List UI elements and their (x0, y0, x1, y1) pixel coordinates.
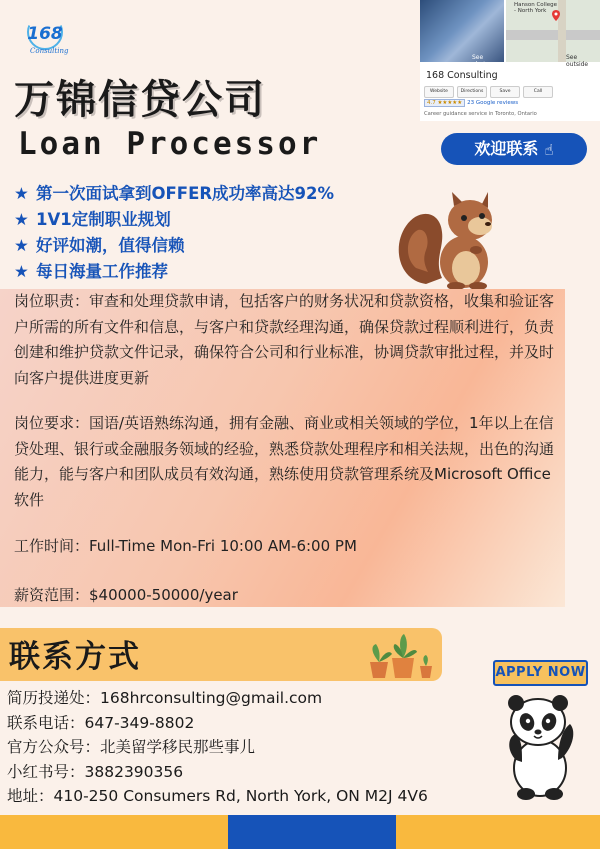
rating-stars: 4.7 ★★★★★ (424, 99, 465, 107)
maps-card[interactable] (420, 0, 600, 121)
highlight-item: ★ 每日海量工作推荐 (14, 259, 334, 285)
see-outside-label[interactable]: See outside (566, 54, 589, 68)
contact-address: 地址：410-250 Consumers Rd, North York, ON M2J 4V6 (7, 787, 428, 805)
save-button[interactable]: Save (490, 86, 520, 98)
business-description: Career guidance service in Toronto, Ontario (424, 111, 537, 117)
svg-text:168: 168 (27, 24, 63, 44)
contact-email[interactable]: 简历投递处：168hrconsulting@gmail.com (7, 689, 323, 707)
duties-paragraph: 岗位职责：审查和处理贷款申请，包括客户的财务状况和贷款资格，收集和验证客户所需的所有文件和信息，与客户和贷款经理沟通，确保贷款过程顺利进行，负责创建和维护贷款文件记录，确保符合公司和行业标准，协调贷款审批过程，并及时向客户提供进度更新 (14, 292, 555, 387)
contact-wechat: 官方公众号：北美留学移民那些事儿 (7, 738, 256, 756)
job-title: Loan Processor (18, 126, 322, 162)
rating-row (424, 99, 518, 107)
apply-now-button[interactable]: APPLY NOW (493, 660, 588, 686)
job-description-panel (0, 289, 565, 607)
highlight-item: ★ 好评如潮，值得信赖 (14, 233, 334, 259)
star-icon: ★ (14, 236, 29, 255)
squirrel-illustration (396, 188, 502, 292)
salary-line: 薪资范围：$40000-50000/year (14, 586, 238, 604)
map-pin-icon (552, 10, 560, 21)
business-name: 168 Consulting (426, 70, 498, 81)
contact-xiaohongshu: 小红书号：3882390356 (7, 762, 184, 781)
see-photos-label[interactable]: See photos (472, 54, 493, 68)
pointing-hand-icon: ☝ (544, 141, 554, 159)
welcome-label: 欢迎联系 (474, 139, 539, 158)
map-pin-label: Hanson College - North York (514, 2, 557, 14)
star-icon: ★ (14, 210, 29, 229)
company-title: 万锦信贷公司 (14, 77, 266, 123)
website-button[interactable]: Website (424, 86, 454, 98)
potted-plants-icon (362, 632, 436, 679)
footer-accent (228, 815, 396, 849)
directions-button[interactable]: Directions (457, 86, 487, 98)
contact-title: 联系方式 (9, 639, 141, 675)
building-photo[interactable] (420, 0, 504, 68)
card-actions (424, 86, 553, 98)
map-thumbnail[interactable] (506, 0, 600, 68)
star-icon: ★ (14, 184, 29, 203)
requirements-paragraph: 岗位要求：国语/英语熟练沟通，拥有金融、商业或相关领域的学位，1年以上在信贷处理、银行或金融服务领域的经验，熟悉贷款处理程序和相关法规，出色的沟通能力，能与客户和团队成员有效沟通，熟练使用贷款管理系统及Microsoft Office软件 (14, 414, 555, 509)
welcome-contact-button[interactable] (441, 133, 587, 165)
hours-line: 工作时间：Full-Time Mon-Fri 10:00 AM-6:00 PM (14, 537, 357, 555)
highlight-item: ★ 第一次面试拿到OFFER成功率高达92% (14, 181, 334, 207)
call-button[interactable]: Call (523, 86, 553, 98)
panda-illustration (498, 690, 582, 802)
highlights-list (14, 181, 334, 285)
logo-text: Consulting (30, 47, 69, 55)
highlight-item: ★ 1V1定制职业规划 (14, 207, 334, 233)
contact-list (7, 686, 428, 809)
reviews-link[interactable]: 23 Google reviews (467, 100, 519, 106)
contact-phone[interactable]: 联系电话：647-349-8802 (7, 713, 195, 732)
star-icon: ★ (14, 262, 29, 281)
